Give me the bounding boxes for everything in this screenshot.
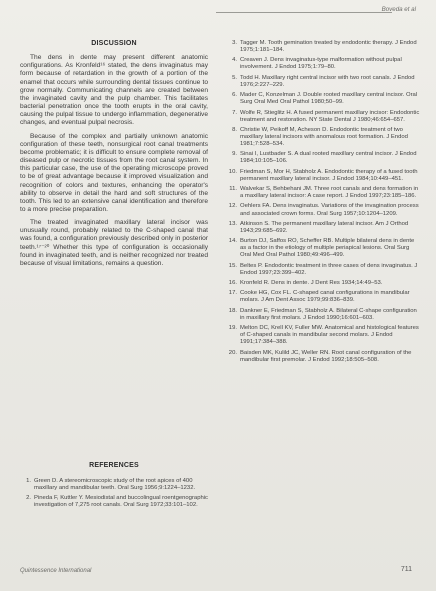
reference-item [226,186,422,200]
reference-number: 10. [228,168,237,175]
reference-number: 5. [232,74,237,81]
reference-number: 16. [228,280,237,287]
reference-text: Kronfeld R. Dens in dente. J Dent Res 1934;14:49–53. [240,280,383,287]
reference-text: Creaven J. Dens invaginatus-type malformation without pulpal involvement. J Endod 1975;1:79–80. [240,57,402,71]
journal-name: Quintessence International [20,568,92,574]
reference-list-left [20,478,208,510]
reference-text: Atkinson S. The permanent maxillary lateral incisor. Am J Orthod 1943;29:685–692. [240,220,409,234]
reference-number: 18. [228,307,237,314]
reference-number: 7. [232,109,237,116]
reference-number: 12. [228,203,237,210]
reference-item [226,151,422,165]
reference-number: 9. [232,151,237,158]
reference-item [226,308,422,322]
reference-number: 14. [228,238,237,245]
reference-number: 2. [26,495,31,502]
reference-item [226,57,422,71]
reference-text: Beltes P. Endodontic treatment in three cases of dens invaginatus. J Endod 1997;23:399–402. [240,262,418,276]
reference-item [226,238,422,259]
reference-number: 8. [232,126,237,133]
reference-item [226,169,422,183]
reference-text: Tagger M. Tooth gemination treated by endodontic therapy. J Endod 1975;1:181–184. [240,40,417,54]
reference-item [226,325,422,346]
reference-text: Cooke HG, Cox FL. C-shaped canal configurations in mandibular molars. J Am Dent Assoc 1979;99:836–839. [240,290,410,304]
reference-number: 15. [228,262,237,269]
reference-text: Oehlers FA. Dens invaginatus. Variations of the invagination process and associated crown forms. Oral Surg 1957;10:1204–1209. [240,203,419,217]
page-number: 711 [400,566,412,573]
reference-item [226,92,422,106]
header-rule [216,12,392,13]
reference-item [226,203,422,217]
discussion-paragraph: The dens in dente may present different anatomic configurations. As Kronfeld¹⁶ stated, the dens invaginatus may form because of retardation in the growth of a portion of the enamel that occurs while surrounding dental tissues continue to grow normally. Communicating channels are created between the invaginated cavity and the pulp chamber. This facilitates bacterial penetration once the tooth erupts in the oral cavity, causing the pulpal tissue to undergo inflammation, degenerative changes, and eventual pulpal necrosis. [20,54,208,127]
reference-text: Melton DC, Krell KV, Fuller MW. Anatomical and histological features of C-shaped canals in mandibular second molars. J Endod 1991;17:384–388. [240,325,419,346]
reference-item [226,350,422,364]
reference-text: Sinai I, Lustbader S. A dual rooted maxillary central incisor. J Endod 1984;10:105–106. [240,151,417,165]
reference-item [20,478,208,492]
reference-text: Pineda F, Kuttler Y. Mesiodistal and buccolingual roentgenographic investigation of 7,275 root canals. Oral Surg 1972;33:101–102. [34,495,208,509]
reference-item [226,40,422,54]
reference-text: Friedman S, Mor H, Stabholz A. Endodontic therapy of a fused tooth permanent maxillary lateral incisor. J Endod 1984;10:449–451. [240,168,418,182]
discussion-paragraph: The treated invaginated maxillary lateral incisor was unusually round, probably related to the C-shaped canal that was found, a configuration previously described only in posterior teeth.¹⁷⁻²⁰ Whether this type of configuration is occasionally found in invaginated teeth, and is neither recognized nor treated because of visual limitations, remains a question. [20,219,208,267]
reference-text: Baisden MK, Kulild JC, Weller RN. Root canal configuration of the mandibular first premolar. J Endod 1992;18:505–508. [240,349,412,363]
reference-text: Dankner E, Friedman S, Stabholz A. Bilateral C-shape configuration in maxillary first molars. J Endod 1990;16:601–603. [240,307,417,321]
discussion-section [20,40,208,273]
reference-text: Walvekar S, Behbehani JM. Three root canals and dens formation in a maxillary lateral incisor: A case report. J Endod 1997;23:185–186. [240,186,419,200]
reference-text: Todd H. Maxillary right central incisor with two root canals. J Endod 1976;2:227–229. [240,74,415,88]
reference-number: 6. [232,92,237,99]
reference-text: Green D. A stereomicroscopic study of the root apices of 400 maxillary and mandibular teeth. Oral Surg 1956;9:1224–1232. [34,478,196,492]
reference-text: Christie W, Peikoff M, Acheson D. Endodontic treatment of two maxillary lateral incisors with anomalous root formation. J Endod 1981;7:528–534. [240,126,408,148]
reference-item [226,290,422,304]
reference-number: 1. [26,478,31,484]
reference-item [226,75,422,89]
references-heading: REFERENCES [89,462,139,469]
reference-list-right [226,40,422,364]
reference-text: Burton DJ, Saffos RO, Scheffer RB. Multiple bilateral dens in dente as a factor in the etiology of multiple periapical lesions. Oral Surg Oral Med Oral Pathol 1980;49:496–499. [240,238,415,259]
reference-number: 17. [228,290,237,297]
reference-item [226,280,422,287]
reference-item [226,263,422,277]
references-continued [226,40,422,367]
reference-item [20,495,208,509]
discussion-heading: DISCUSSION [91,40,137,47]
reference-item [226,110,422,124]
reference-number: 4. [232,57,237,64]
reference-item [226,127,422,148]
reference-text: Mader C, Konzelman J. Double rooted maxillary central incisor. Oral Surg Oral Med Oral Pathol 1980;50–99. [240,92,418,106]
running-head: Boveda et al [381,6,416,13]
reference-text: Wolfe R, Stieglitz H. A fused permanent maxillary incisor: Endodontic treatment and restoration. NY State Dental J 1980;46:654–657. [240,109,420,123]
discussion-paragraph: Because of the complex and partially unknown anatomic configuration of these teeth, nonsurgical root canal treatments become problematic; it is difficult to ensure complete removal of diseased pulp or necrotic tissues from the root canal system. In this particular case, the use of the operating microscope proved to be of great advantage because it improved visualization and recognition of colors and textures, enhancing the operator's ability to observe in detail the hard and soft structures of the tooth. This led to an extensive canal identification and therefore to a more precise preparation. [20,132,208,213]
reference-number: 3. [232,40,237,46]
references-section [20,462,208,513]
reference-number: 13. [228,220,237,227]
reference-number: 20. [228,349,237,356]
reference-item [226,221,422,235]
reference-number: 19. [228,325,237,332]
reference-number: 11. [229,186,237,193]
